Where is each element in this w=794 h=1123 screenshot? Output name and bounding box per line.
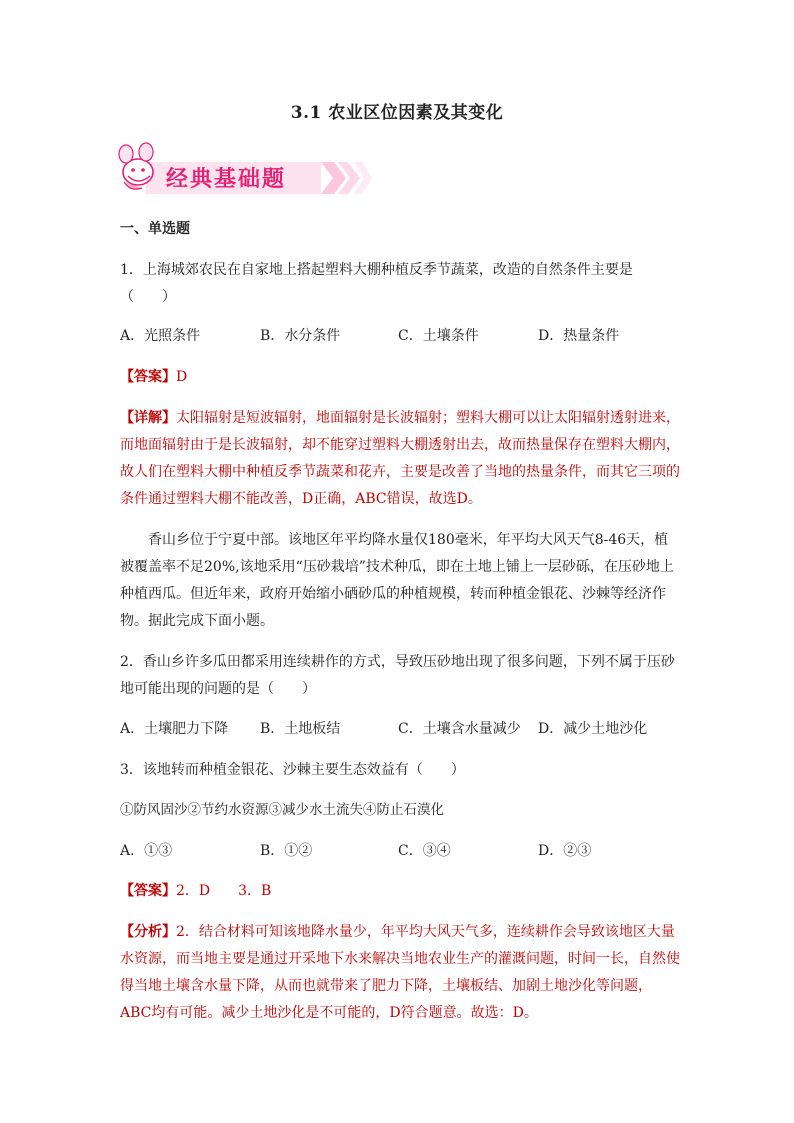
option-d: D．热量条件	[538, 328, 620, 344]
answer-tag: 【答案】	[120, 883, 176, 899]
question-1-stem: 1．上海城郊农民在自家地上搭起塑料大棚种植反季节蔬菜，改造的自然条件主要是	[120, 262, 633, 278]
option-b: B．①②	[260, 843, 313, 859]
question-1-bracket: （ ）	[120, 289, 176, 305]
question-1	[120, 257, 680, 311]
question-2-stem: 2．香山乡许多瓜田都采用连续耕作的方式，导致压砂地出现了很多问题，下列不属于压砂地可能出现的问题的是（ ）	[120, 654, 675, 697]
section-banner	[116, 142, 376, 200]
section-heading-text: 一、单选题	[120, 221, 190, 237]
option-b: B．水分条件	[260, 328, 341, 344]
section-heading	[120, 216, 680, 243]
banner-label: 经典基础题	[166, 167, 287, 192]
question-1-detail	[120, 405, 680, 513]
question-2-options	[120, 716, 680, 743]
answer-value: D	[176, 369, 188, 385]
option-c: C．土壤条件	[398, 328, 479, 344]
question-1-options	[120, 323, 680, 350]
detail-tag: 【详解】	[120, 410, 176, 426]
analysis	[120, 919, 680, 1027]
option-a: A．①③	[120, 843, 173, 859]
option-a: A．土壤肥力下降	[120, 721, 229, 737]
answer-value: 2．D 3．B	[176, 883, 272, 899]
question-3-options	[120, 838, 680, 865]
page-title: 3.1 农业区位因素及其变化	[290, 103, 504, 123]
option-d: D．减少土地沙化	[538, 721, 648, 737]
question-3-items: ①防风固沙②节约水资源③减少水土流失④防止石漠化	[120, 802, 444, 818]
option-b: B．土地板结	[260, 721, 341, 737]
detail-text: 太阳辐射是短波辐射，地面辐射是长波辐射；塑料大棚可以让太阳辐射透射进来，而地面辐射由于是长波辐射，却不能穿过塑料大棚透射出去，故而热量保存在塑料大棚内，故人们在塑料大棚中种植反季节蔬菜和花卉，主要是改善了当地的热量条件，而其它三项的条件通过塑料大棚不能改善，D正确，ABC错误，故选D。	[120, 410, 680, 507]
option-a: A．光照条件	[120, 328, 201, 344]
reading-material: 香山乡位于宁夏中部。该地区年平均降水量仅180毫米，年平均大风天气8-46天，植被覆盖率不足20%,该地采用“压砂栽培”技术种瓜，即在土地上铺上一层砂砾，在压砂地上种植西瓜。但近年来，政府开始缩小硒砂瓜的种植规模，转而种植金银花、沙棘等经济作物。据此完成下面小题。	[120, 532, 674, 629]
question-1-answer	[120, 364, 680, 391]
answer-tag: 【答案】	[120, 369, 176, 385]
option-c: C．土壤含水量减少	[398, 721, 521, 737]
analysis-tag: 【分析】	[120, 924, 176, 940]
analysis-text: 2．结合材料可知该地降水量少，年平均大风天气多，连续耕作会导致该地区大量水资源，而当地主要是通过开采地下水来解决当地农业生产的灌溉问题，时间一长，自然使得当地土壤含水量下降，从而也就带来了肥力下降，土壤板结、加剧土地沙化等问题，ABC均有可能。减少土地沙化是不可能的，D符合题意。故选：D。	[120, 924, 680, 1021]
question-3-stem: 3．该地转而种植金银花、沙棘主要生态效益有（ ）	[120, 762, 465, 778]
option-c: C．③④	[398, 843, 451, 859]
answer-2-3	[120, 878, 680, 905]
option-d: D．②③	[538, 843, 592, 859]
